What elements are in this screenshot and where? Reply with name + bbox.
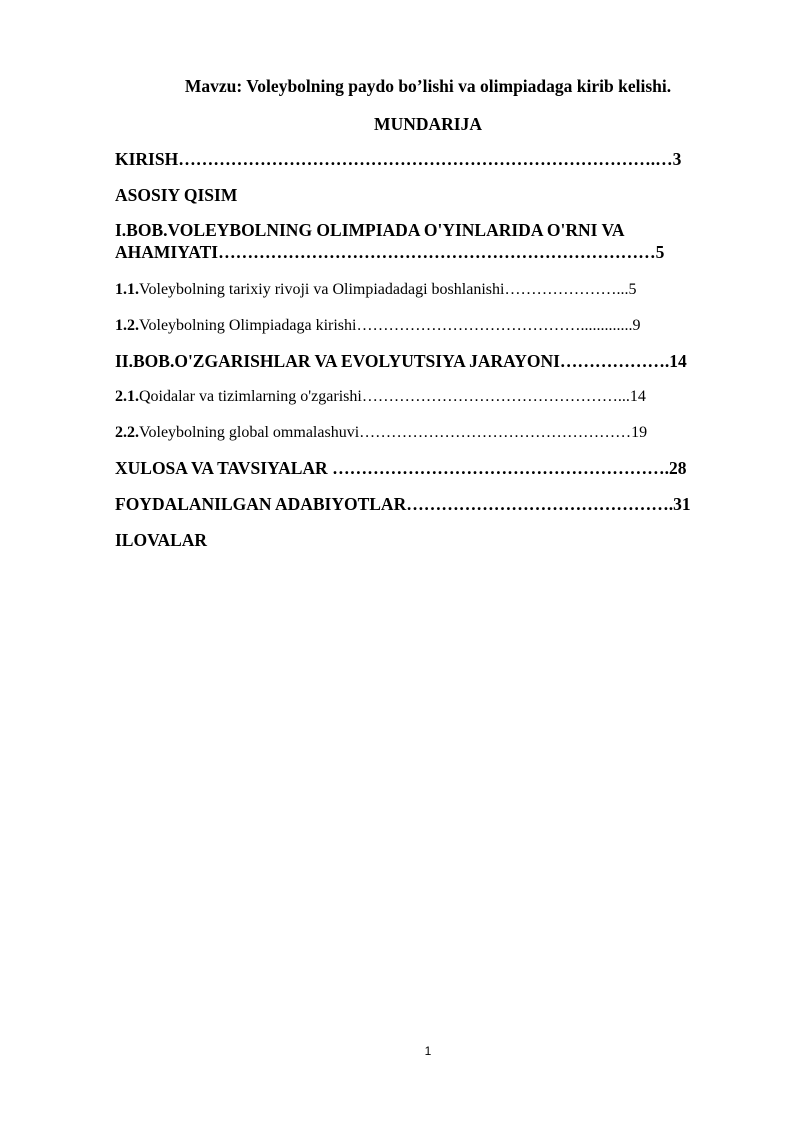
toc-number: 1.2.	[115, 317, 139, 334]
toc-entry-bob1-line2: AHAMIYATI…………………………………………………………………5	[115, 242, 665, 262]
toc-entry-xulosa: XULOSA VA TAVSIYALAR ………………………………………………….28	[115, 458, 687, 478]
toc-entry-asosiy-qisim: ASOSIY QISIM	[115, 185, 238, 205]
toc-heading: MUNDARIJA	[374, 114, 482, 134]
toc-entry-kirish: KIRISH……………………………………………………………………….…3	[115, 149, 682, 169]
toc-entry-1-2	[115, 315, 640, 337]
toc-title: Voleybolning tarixiy rivoji va Olimpiadadagi boshlanishi…………………...5	[139, 281, 637, 298]
toc-title: Voleybolning Olimpiadaga kirishi…………………………………….............9	[139, 317, 641, 334]
toc-entry-1-1	[115, 279, 636, 301]
toc-entry-foydalanilgan-adabiyotlar: FOYDALANILGAN ADABIYOTLAR……………………………………….31	[115, 494, 691, 514]
document-topic: Mavzu: Voleybolning paydo bo’lishi va olimpiadaga kirib kelishi.	[184, 76, 672, 96]
toc-number: 1.1.	[115, 281, 139, 298]
toc-entry-ilovalar: ILOVALAR	[115, 530, 208, 550]
page-number: 1	[424, 1044, 432, 1058]
toc-entry-bob1-line1: I.BOB.VOLEYBOLNING OLIMPIADA O'YINLARIDA O'RNI VA	[115, 220, 625, 240]
toc-entry-bob2: II.BOB.O'ZGARISHLAR VA EVOLYUTSIYA JARAYONI……………….14	[115, 351, 687, 371]
toc-title: Qoidalar va tizimlarning o'zgarishi…………………………………………...14	[139, 388, 646, 405]
toc-entry-2-1	[115, 386, 646, 408]
toc-number: 2.1.	[115, 388, 139, 405]
toc-entry-2-2	[115, 422, 647, 444]
toc-number: 2.2.	[115, 424, 139, 441]
toc-title: Voleybolning global ommalashuvi……………………………………………19	[139, 424, 648, 441]
